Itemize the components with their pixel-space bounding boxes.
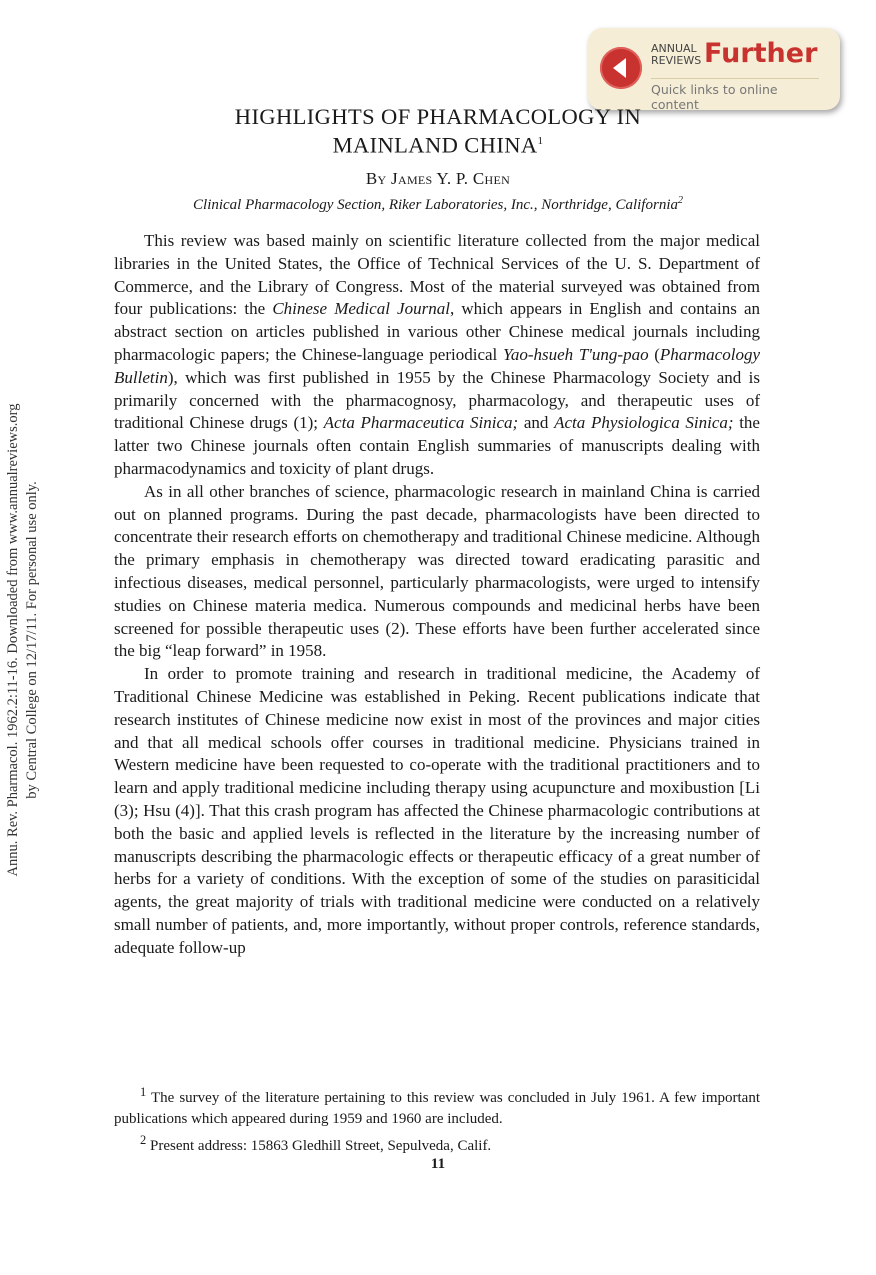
journal-title: Pharmacology Bulletin [114, 344, 760, 387]
footnote-2-text: Present address: 15863 Gledhill Street, Sepulveda, Calif. [146, 1138, 492, 1154]
annual-label: ANNUAL [651, 42, 697, 55]
affiliation-footnote-mark[interactable]: 2 [677, 195, 683, 206]
download-notice-line1: Annu. Rev. Pharmacol. 1962.2:11-16. Downloaded from www.annualreviews.org [4, 403, 21, 877]
p1-text: ), which was first published in 1955 by the Chinese Pharmacology Society and is primarily concerned with the pharmacognosy, pharmacology, and therapeutic uses of traditional Chinese drugs (1); [114, 367, 760, 433]
author-affiliation [0, 195, 876, 214]
author-byline: By James Y. P. Chen [365, 169, 511, 188]
footnote-2 [114, 1130, 760, 1157]
further-subtitle: Quick links to online content [651, 78, 819, 112]
paragraph-1 [114, 230, 760, 481]
footnote-1-text: The survey of the literature pertaining to this review was concluded in July 1961. A few important publications which appeared during 1959 and 1960 are included. [114, 1090, 760, 1127]
page-number: 11 [430, 1156, 446, 1172]
article-body [114, 230, 760, 960]
footnote-2-mark: 2 [140, 1133, 147, 1147]
download-notice-line2: by Central College on 12/17/11. For personal use only. [23, 481, 40, 799]
p1-text: ( [648, 344, 660, 364]
footnote-1-mark: 1 [140, 1085, 147, 1099]
title-line1: HIGHLIGHTS OF PHARMACOLOGY IN [234, 104, 642, 129]
footnotes [114, 1082, 760, 1157]
paragraph-3: In order to promote training and research in traditional medicine, the Academy of Traditional Chinese Medicine was established in Peking. Recent publications indicate that research institutes of Chinese medicine now exist in most of the provinces and major cities and that all medical schools offer courses in traditional medicine. Physicians trained in Western medicine have been requested to co-operate with the traditional practitioners and to learn and apply traditional medicine including therapy using acupuncture and moxibustion [Li (3); Hsu (4)]. That this crash program has affected the Chinese pharmacologic contributions at both the basic and applied levels is reflected in the literature by the increasing number of manuscripts describing the pharmacologic effects or therapeutic efficacy of a great number of herbs for a variety of conditions. With the exception of some of the studies on parasiticidal agents, the great majority of trials with traditional medicine were conducted on a relatively small number of patients, and, more importantly, without proper controls, reference standards, adequate follow-up [114, 664, 760, 957]
annual-reviews-wordmark [651, 43, 701, 67]
p1-text: and [518, 413, 555, 433]
further-label: Further [704, 38, 818, 69]
title-footnote-mark[interactable]: 1 [537, 135, 544, 147]
article-title [0, 104, 876, 158]
journal-title: Acta Pharmaceutica Sinica; [323, 413, 519, 433]
affiliation-text: Clinical Pharmacology Section, Riker Laboratories, Inc., Northridge, California [193, 197, 678, 213]
journal-title: Yao-hsueh T'ung-pao [502, 344, 649, 364]
reviews-label: REVIEWS [651, 54, 702, 67]
journal-title: Chinese Medical Journal [272, 299, 450, 319]
title-line2 [0, 129, 876, 158]
download-notice [0, 360, 45, 920]
paragraph-2: As in all other branches of science, pharmacologic research in mainland China is carried out on planned programs. During the past decade, pharmacologists have been directed to concentrate their research efforts on chemotherapy and traditional Chinese medicine. Although the primary emphasis in chemotherapy was directed toward eradicating parasitic and infectious diseases, medical personnel, particularly pharmacologists, were urged to intensify studies on Chinese materia medica. Numerous compounds and medicinal herbs have been screened for possible therapeutic uses (2). These efforts have been further accelerated since the big “leap forward” in 1958. [114, 481, 760, 661]
play-arrow-icon[interactable] [600, 47, 642, 89]
title-line2-text: MAINLAND CHINA [332, 132, 538, 158]
further-links-badge[interactable] [588, 28, 840, 110]
p1-text: This review was based mainly on scientific literature collected from the major medical libraries in the United States, the Office of Technical Services of the U. S. Department of Commerce, and the Library of Congress. Most of the material surveyed was obtained from four publications: the [114, 231, 760, 319]
journal-title: Acta Physiologica Sinica; [554, 413, 734, 433]
p1-text: the latter two Chinese journals often contain English summaries of manuscripts dealing with pharmacodynamics and toxicity of plant drugs. [114, 413, 760, 478]
footnote-1 [114, 1082, 760, 1130]
p1-text: , which appears in English and contains an abstract section on articles published in various other Chinese medical journals including pharmacologic papers; the Chinese-language periodical [114, 299, 760, 364]
